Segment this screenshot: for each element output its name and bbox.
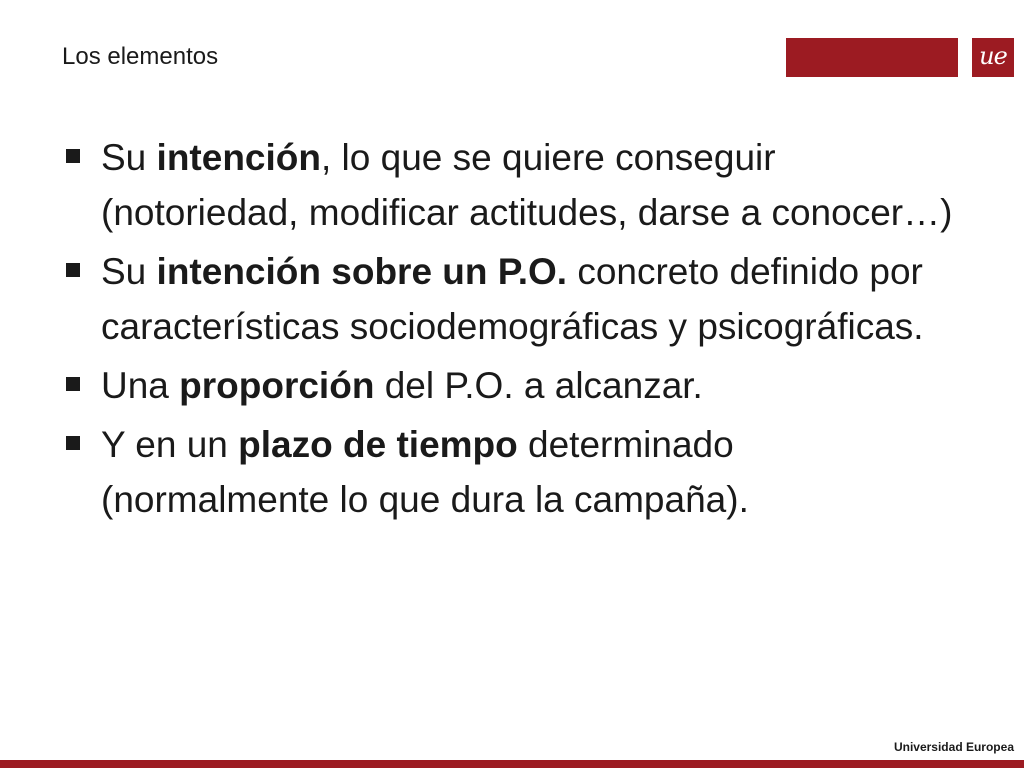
bullet-text-bold: plazo de tiempo (238, 424, 518, 465)
square-bullet-icon (66, 149, 80, 163)
footer-brand: Universidad Europea (893, 740, 1014, 754)
square-bullet-icon (66, 377, 80, 391)
bullet-text-post: concreto definido por características sociodemográficas y psicográficas. (101, 251, 924, 347)
bullet-item (62, 244, 962, 354)
bullet-item (62, 417, 962, 527)
bullet-text-post: determinado (normalmente lo que dura la campaña). (101, 424, 749, 520)
bullet-list (62, 130, 962, 527)
bullet-item (62, 130, 962, 240)
square-bullet-icon (66, 436, 80, 450)
bullet-text-bold: intención (156, 137, 321, 178)
brand-bar (786, 38, 958, 77)
university-logo (972, 38, 1014, 77)
bullet-text-pre: Y en un (101, 424, 239, 465)
bullet-text-pre: Una (101, 365, 180, 406)
slide-content (62, 130, 962, 531)
slide-title: Los elementos (62, 43, 219, 70)
bullet-text-pre: Su (101, 251, 157, 292)
bullet-text-post: del P.O. a alcanzar. (374, 365, 703, 406)
bullet-text-bold: proporción (179, 365, 375, 406)
bullet-item (62, 358, 962, 413)
bullet-text-bold: intención sobre un P.O. (156, 251, 568, 292)
bullet-text-post: , lo que se quiere conseguir (notoriedad, modificar actitudes, darse a conocer…) (101, 137, 953, 233)
square-bullet-icon (66, 263, 80, 277)
footer-bar (0, 760, 1024, 768)
logo-text: ue (979, 41, 1007, 70)
bullet-text-pre: Su (101, 137, 157, 178)
